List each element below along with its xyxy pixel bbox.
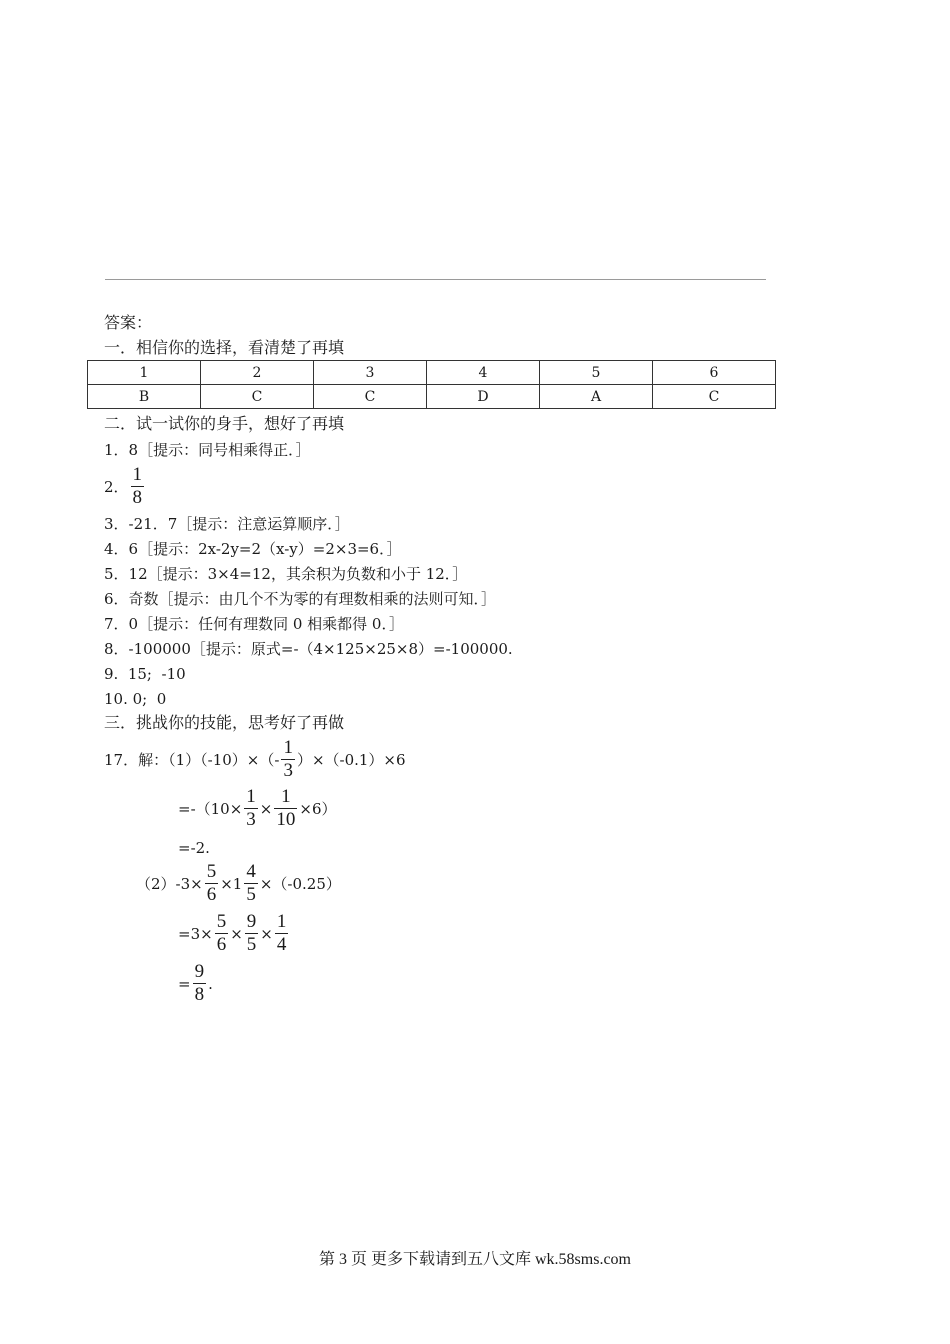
q17-text: ×1 bbox=[220, 874, 243, 893]
fraction bbox=[205, 861, 219, 906]
item-8: 8．-100000［提示：原式=-（4×125×25×8）=-100000. bbox=[104, 640, 513, 658]
table-cell: 4 bbox=[427, 361, 540, 385]
table-cell: 2 bbox=[201, 361, 314, 385]
fraction bbox=[215, 911, 229, 956]
item-3: 3．-21．7［提示：注意运算顺序．］ bbox=[104, 515, 350, 533]
numerator: 9 bbox=[194, 961, 205, 982]
page-footer: 第 3 页 更多下载请到五八文库 wk.58sms.com bbox=[318, 1251, 631, 1268]
q17-text: ×（-0.25） bbox=[259, 875, 341, 893]
q17-text: 17．解：（1）（-10）×（- bbox=[104, 751, 280, 769]
answer-table bbox=[87, 360, 776, 409]
numerator: 1 bbox=[132, 464, 143, 485]
fraction bbox=[244, 861, 258, 906]
item-6: 6．奇数［提示：由几个不为零的有理数相乘的法则可知．］ bbox=[104, 590, 497, 608]
table-cell: 5 bbox=[540, 361, 653, 385]
item-4: 4．6［提示：2x-2y=2（x-y）=2×3=6．］ bbox=[104, 540, 402, 558]
q17-line6 bbox=[178, 961, 213, 1006]
fraction bbox=[193, 961, 207, 1006]
item-10: 10. 0; 0 bbox=[104, 690, 167, 708]
item-7: 7．0［提示：任何有理数同 0 相乘都得 0．］ bbox=[104, 615, 404, 633]
numerator: 9 bbox=[246, 911, 257, 932]
q17-text: × bbox=[230, 924, 243, 943]
numerator: 1 bbox=[276, 911, 287, 932]
item-5: 5．12［提示：3×4=12，其余积为负数和小于 12．］ bbox=[104, 565, 468, 583]
numerator: 1 bbox=[283, 737, 293, 758]
answers-title: 答案： bbox=[104, 313, 153, 332]
q17-text: =3× bbox=[178, 924, 213, 943]
section3-heading: 三．挑战你的技能，思考好了再做 bbox=[104, 713, 345, 732]
numerator: 5 bbox=[206, 861, 217, 882]
table-cell: D bbox=[427, 385, 540, 409]
numerator: 4 bbox=[246, 861, 256, 882]
table-cell: A bbox=[540, 385, 653, 409]
fraction bbox=[131, 464, 145, 509]
denominator: 8 bbox=[194, 984, 205, 1005]
table-cell: C bbox=[314, 385, 427, 409]
fraction bbox=[281, 737, 295, 782]
table-cell: 1 bbox=[88, 361, 201, 385]
denominator: 8 bbox=[132, 487, 143, 508]
table-cell: C bbox=[653, 385, 776, 409]
table-cell: C bbox=[201, 385, 314, 409]
q17-line2 bbox=[178, 786, 337, 831]
denominator: 4 bbox=[276, 934, 287, 955]
item-2 bbox=[104, 464, 146, 509]
q17-text: =-（10× bbox=[178, 800, 243, 818]
item-9: 9. 15; -10 bbox=[104, 665, 186, 683]
numerator: 1 bbox=[274, 786, 297, 809]
denominator: 6 bbox=[216, 934, 227, 955]
q17-text: （2）-3× bbox=[136, 875, 203, 893]
item-1: 1．8［提示：同号相乘得正．］ bbox=[104, 441, 311, 459]
q17-text: × bbox=[259, 799, 273, 818]
numerator: 1 bbox=[246, 786, 256, 807]
fraction bbox=[274, 786, 297, 831]
denominator: 6 bbox=[206, 884, 217, 905]
q17-line3: =-2. bbox=[178, 839, 210, 857]
q17-text: ×6） bbox=[299, 800, 337, 818]
q17-text: × bbox=[260, 924, 273, 943]
table-cell: 6 bbox=[653, 361, 776, 385]
fraction bbox=[275, 911, 289, 956]
section1-heading: 一．相信你的选择，看清楚了再填 bbox=[104, 338, 345, 357]
numerator: 5 bbox=[216, 911, 227, 932]
q17-text: . bbox=[208, 974, 213, 993]
q17-line4 bbox=[136, 861, 341, 906]
q17-text: = bbox=[178, 974, 191, 993]
section2-heading: 二．试一试你的身手，想好了再填 bbox=[104, 414, 345, 433]
denominator: 3 bbox=[283, 760, 293, 781]
fraction bbox=[245, 911, 259, 956]
table-cell: 3 bbox=[314, 361, 427, 385]
table-cell: B bbox=[88, 385, 201, 409]
denominator: 5 bbox=[246, 884, 256, 905]
table-row-numbers bbox=[88, 361, 776, 385]
table-row-choices bbox=[88, 385, 776, 409]
q17-line1 bbox=[104, 737, 406, 782]
q17-line5 bbox=[178, 911, 290, 956]
denominator: 10 bbox=[276, 809, 296, 830]
denominator: 5 bbox=[246, 934, 257, 955]
item-2-label: 2． bbox=[104, 478, 129, 496]
denominator: 3 bbox=[246, 809, 256, 830]
q17-text: ）×（-0.1）×6 bbox=[296, 751, 406, 769]
divider-line bbox=[105, 279, 766, 280]
fraction bbox=[244, 786, 258, 831]
